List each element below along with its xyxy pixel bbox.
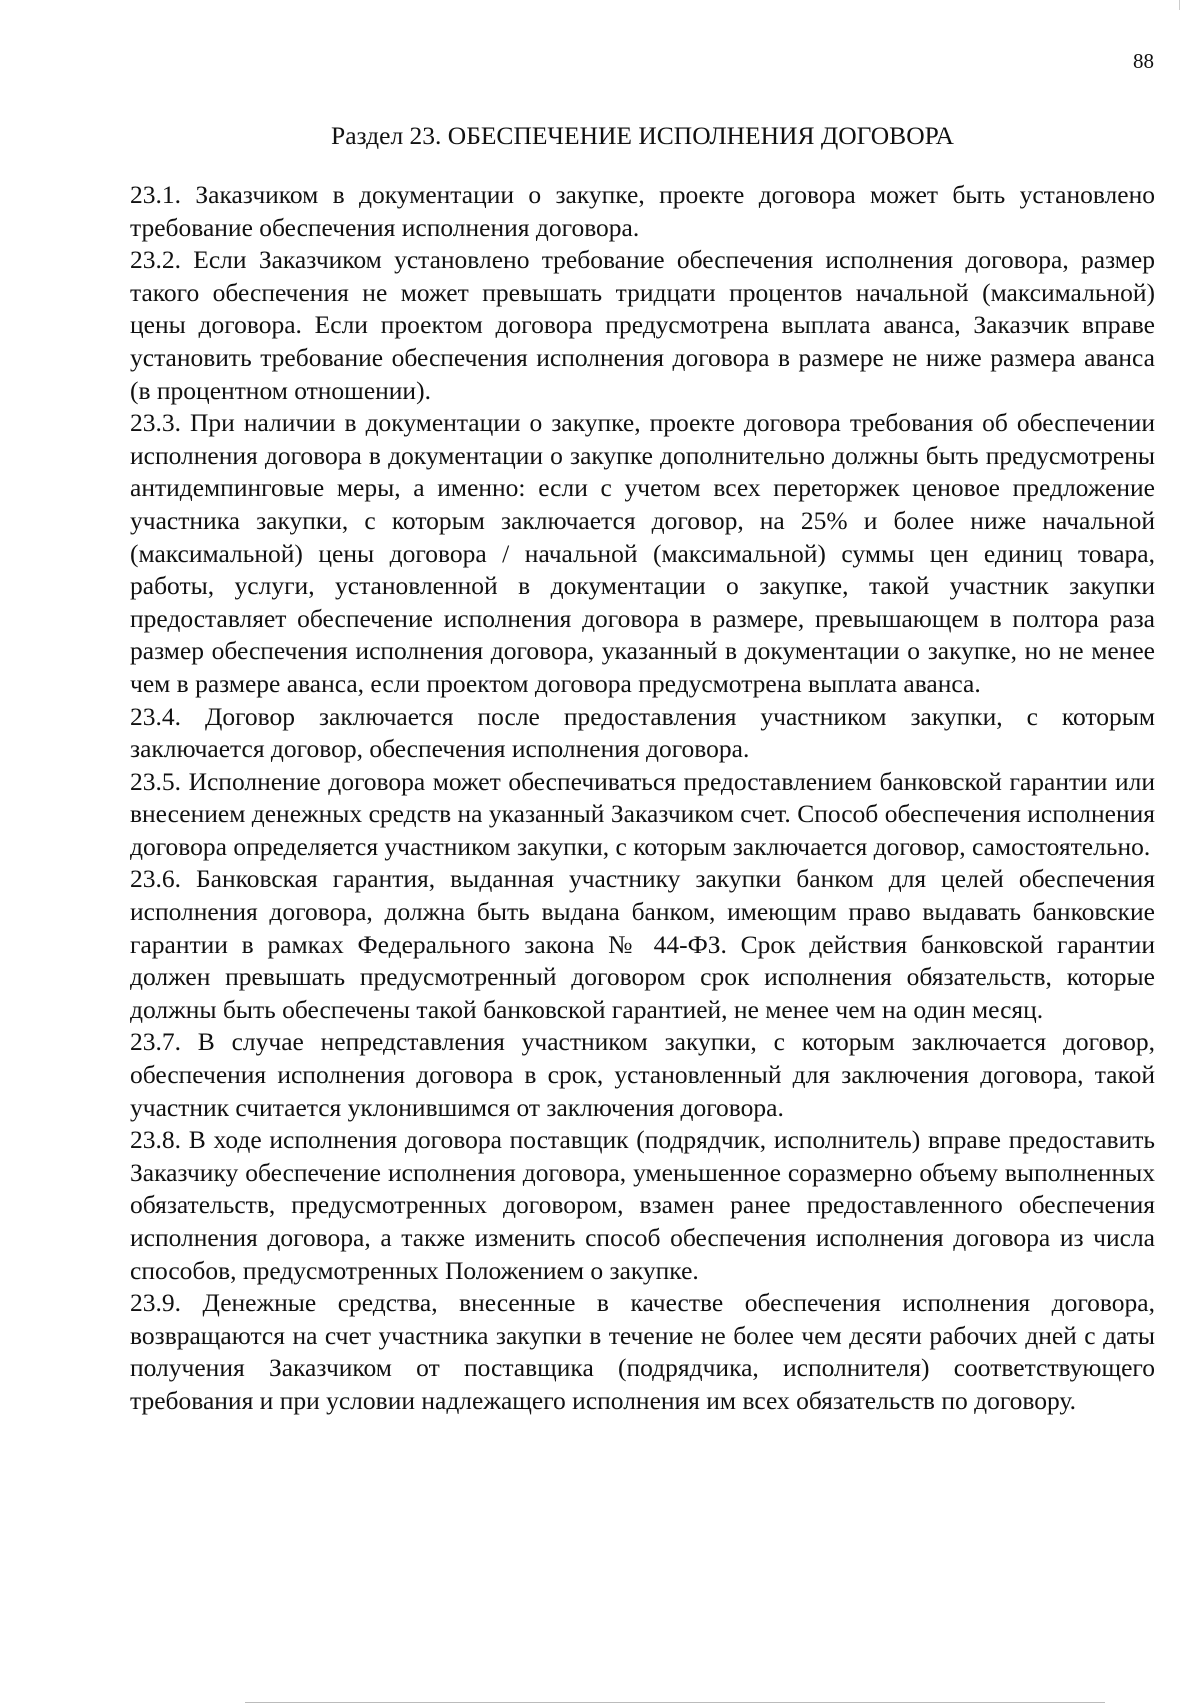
- scan-bottom-rule: [245, 1702, 1105, 1703]
- paragraph-23-9: 23.9. Денежные средства, внесенные в качестве обеспечения исполнения договора, возвращаются на счет участника закупки в течение не более чем десяти рабочих дней с даты получения Заказчиком от поставщика (подрядчика, исполнителя) соответствующего требования и при условии надлежащего исполнения им всех обязательств по договору.: [130, 1288, 1155, 1415]
- paragraph-23-3: 23.3. При наличии в документации о закупке, проекте договора требования об обеспечении исполнения договора в документации о закупке дополнительно должны быть предусмотрены антидемпинговые меры, а именно: если с учетом всех переторжек ценовое предложение участника закупки, с которым заключается договор, на 25% и более ниже начальной (максимальной) цены договора / начальной (максимальной) суммы цен единиц товара, работы, услуги, установленной в документации о закупке, такой участник закупки предоставляет обеспечение исполнения договора в размере, превышающем в полтора раза размер обеспечения исполнения договора, указанный в документации о закупке, но не менее чем в размере аванса, если проектом договора предусмотрена выплата аванса.: [130, 408, 1155, 698]
- paragraph-23-5: 23.5. Исполнение договора может обеспечиваться предоставлением банковской гарантии или внесением денежных средств на указанный Заказчиком счет. Способ обеспечения исполнения договора определяется участником закупки, с которым заключается договор, самостоятельно.: [130, 766, 1155, 861]
- paragraph-23-1: 23.1. Заказчиком в документации о закупке, проекте договора может быть установлено требование обеспечения исполнения договора.: [130, 180, 1155, 242]
- paragraph-23-8: 23.8. В ходе исполнения договора поставщик (подрядчик, исполнитель) вправе предоставить Заказчику обеспечение исполнения договора, уменьшенное соразмерно объему выполненных обязательств, предусмотренных договором, взамен ранее предоставленного обеспечения исполнения договора, а также изменить способ обеспечения исполнения договора из числа способов, предусмотренных Положением о закупке.: [130, 1125, 1155, 1285]
- page-number: 88: [1133, 49, 1154, 73]
- paragraph-23-4: 23.4. Договор заключается после предоставления участником закупки, с которым заключается договор, обеспечения исполнения договора.: [130, 701, 1155, 764]
- section-body: [130, 179, 1155, 1418]
- scan-edge-mark: [1179, 0, 1180, 10]
- paragraph-23-6: 23.6. Банковская гарантия, выданная участнику закупки банком для целей обеспечения исполнения договора, должна быть выдана банком, имеющим право выдавать банковские гарантии в рамках Федерального закона № 44-ФЗ. Срок действия банковской гарантии должен превышать предусмотренный договором срок исполнения обязательств, которые должны быть обеспечены такой банковской гарантией, не менее чем на один месяц.: [130, 864, 1155, 1024]
- section-title: Раздел 23. ОБЕСПЕЧЕНИЕ ИСПОЛНЕНИЯ ДОГОВОРА: [331, 121, 954, 150]
- paragraph-23-7: 23.7. В случае непредставления участником закупки, с которым заключается договор, обеспечения исполнения договора в срок, установленный для заключения договора, такой участник считается уклонившимся от заключения договора.: [130, 1027, 1155, 1122]
- paragraph-23-2: 23.2. Если Заказчиком установлено требование обеспечения исполнения договора, размер такого обеспечения не может превышать тридцати процентов начальной (максимальной) цены договора. Если проектом договора предусмотрена выплата аванса, Заказчик вправе установить требование обеспечения исполнения договора в размере не ниже размера аванса (в процентном отношении).: [130, 245, 1155, 405]
